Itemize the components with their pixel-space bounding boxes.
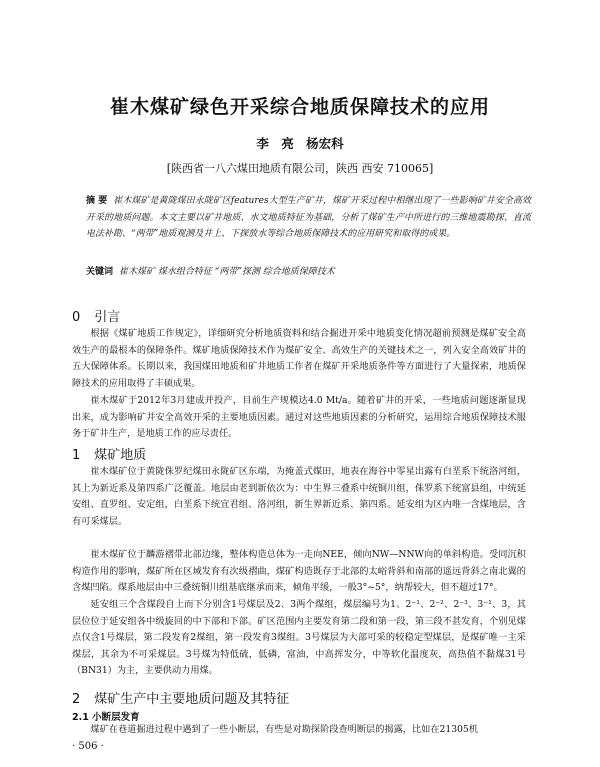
paragraph: 崔木煤矿位于麟游褶带北部边缘，整体构造总体为一走向NEE，倾向NW—NNW向的单斜构造。受同沉积构造作用的影响，煤矿所在区域发育有次级褶曲，煤矿构造既存于北部的太峪背斜和南部的遥远背斜之南北翼的含煤凹陷。煤系地层由中三叠统铜川组基底继承而来，倾角平缓，一般3°~5°，纳帮较大，但不超过17°。 — [72, 549, 526, 594]
keywords-label: 关键词 — [86, 267, 114, 277]
subsection-heading — [72, 709, 140, 723]
keywords-text: 崔木煤矿 煤水组合特征 “两带”探测 综合地质保障技术 — [119, 267, 335, 277]
affiliation: [陕西省一八六煤田地质有限公司，陕西 西安 710065] — [166, 162, 434, 175]
abstract-text: 崔木煤矿是黄陇煤田永陇矿区features大型生产矿井，煤矿开采过程中相继出现了一些影响矿井安全高效开采的地质问题。本文主要以矿井地质、水文地质特征为基础，分析了煤矿生产中所进行的三维地震勘探、直流电法补勘、“两带”地质观测及井上、下探放水等综合地质保障技术的应用研究和取得的成果。 — [86, 196, 531, 239]
subsection-number: 2.1 — [72, 712, 89, 723]
paragraph: 根据《煤矿地质工作规定》，详细研究分析地质资料和结合掘进开采中地质变化情况超前预测是煤矿安全高效生产的最根本的保障条件。煤矿地质保障技术作为煤矿安全、高效生产的关键技术之一，列入安全高效矿井的五大保障体系。长期以来，我国煤田地质和矿井地质工作者在煤矿开采地质条件等方面进行了大量探索，地质保障技术的应用取得了丰硕成果。 — [72, 328, 526, 389]
author-list: 李 亮 杨宏科 — [256, 136, 344, 151]
subsection-title: 小断层发育 — [92, 712, 140, 723]
paragraph: 延安组三个含煤段自上而下分别含1号煤层及2、3两个煤组，煤层编号为1、2⁻¹、2⁻²、2⁻³、3⁻¹、3，其层位位于延安组各中级旋回的中下部和下部。矿区范围内主要发育第二段和第一段，第三段不甚发育，个别见煤点仅含1号煤层，第二段发育2煤组，第一段发育3煤组。3号煤层为大部可采的较稳定型煤层，是煤矿唯一主采煤层，其余为不可采煤层。3号煤为特低硫，低磷，富油，中高挥发分，中等软化温度灰，高热值不黏煤31号（BN31）为主，主要供动力用煤。 — [72, 599, 526, 677]
section-number: 0 — [72, 310, 81, 325]
section-number: 1 — [72, 448, 81, 463]
paragraph: 崔木煤矿位于黄陇侏罗纪煤田永陇矿区东端，为掩盖式煤田，地表在海谷中零星出露有白垩系下统洛河组，其上为新近系及第四系广泛覆盖。地层由老到新依次为：中生界三叠系中统铜川组，侏罗系下统富县组，中统延安组、直罗组、安定组，白垩系下统宜君组、洛河组，新生界新近系、第四系。延安组为区内唯一含煤地层，含有可采煤层。 — [72, 466, 526, 527]
abstract-label: 摘 要 — [86, 196, 108, 206]
keywords — [86, 264, 531, 277]
paragraph: 崔木煤矿于2012年3月建成并投产，目前生产规模达4.0 Mt/a。随着矿井的开采，一些地质问题逐渐显现出来，成为影响矿井安全高效开采的主要地质因素。通过对这些地质因素的分析研究，运用综合地质保障技术服务于矿井生产，是地质工作的应尽责任。 — [72, 395, 526, 440]
page-number: · 506 · — [72, 741, 104, 752]
paragraph: 煤矿在巷道掘进过程中遇到了一些小断层，有些是对勘探阶段查明断层的揭露，比如在21305机 — [90, 724, 478, 735]
section-title: 煤矿地质 — [94, 448, 147, 463]
section-heading-geological-problems — [72, 688, 289, 707]
section-heading-coal-mine-geology — [72, 444, 146, 463]
section-title: 煤矿生产中主要地质问题及其特征 — [94, 692, 290, 707]
paper-title: 崔木煤矿绿色开采综合地质保障技术的应用 — [109, 96, 490, 118]
section-title: 引言 — [94, 310, 121, 325]
abstract — [86, 193, 531, 243]
section-heading-intro — [72, 306, 120, 325]
section-number: 2 — [72, 692, 81, 707]
